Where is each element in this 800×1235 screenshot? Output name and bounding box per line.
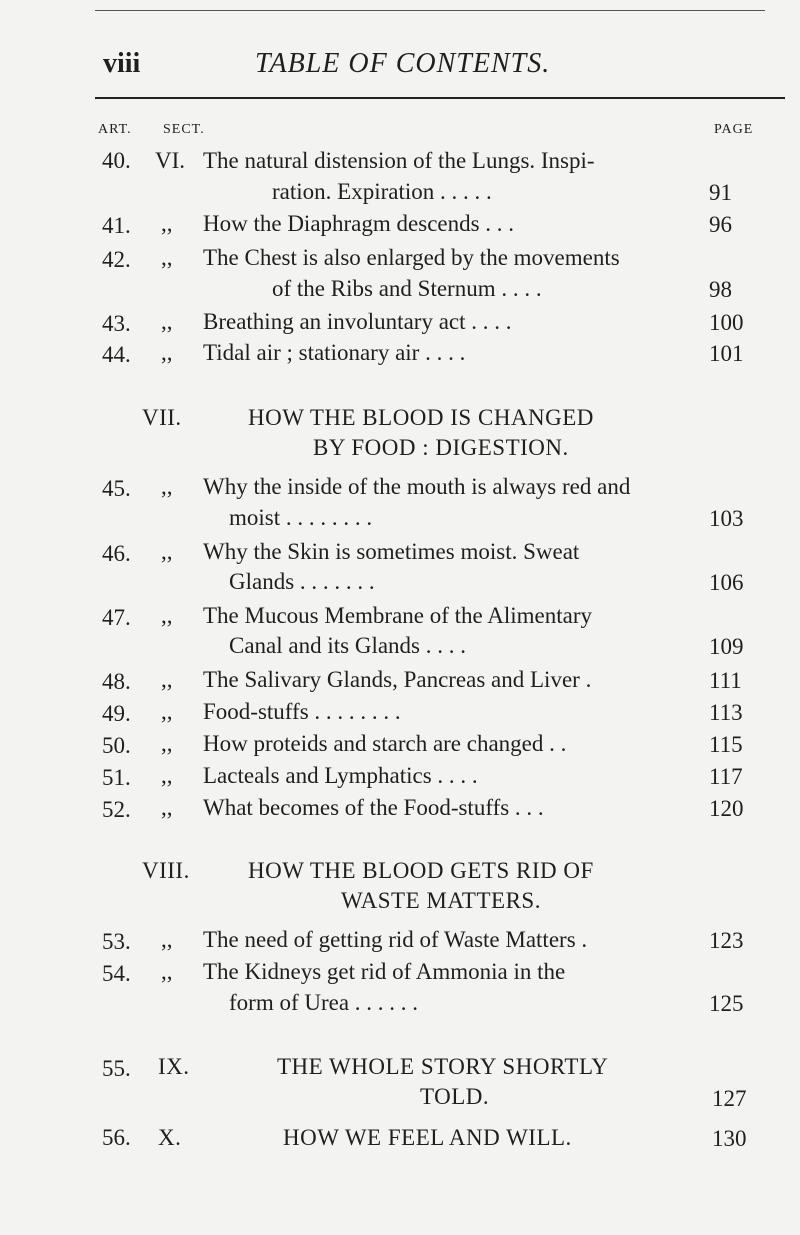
entry-page-number: 91 [709,180,732,205]
entry-ditto-mark: ,, [161,699,173,724]
entry-title-line: Lacteals and Lymphatics . . . . [203,763,478,788]
entry-page-number: 113 [709,700,743,725]
entry-page-number: 111 [709,668,742,693]
entry-ditto-mark: ,, [161,795,173,820]
entry-ditto-mark: ,, [161,667,173,692]
header-rule [95,97,785,99]
entry-ditto-mark: ,, [161,309,173,334]
entry-page-number: 106 [709,570,744,595]
entry-ditto-mark: ,, [161,763,173,788]
entry-page-number: 101 [709,341,744,366]
entry-page-number: 125 [709,991,744,1016]
page-number: viii [103,48,141,79]
entry-title-line: The need of getting rid of Waste Matters . [203,927,588,952]
entry-ditto-mark: ,, [161,474,173,499]
entry-page-number: 100 [709,310,744,335]
entry-title-line: form of Urea . . . . . . [229,990,419,1015]
entry-art-number: 41. [102,213,131,238]
entry-ditto-mark: ,, [161,603,173,628]
section-heading-line: BY FOOD : DIGESTION. [313,435,569,460]
entry-title-line: Breathing an involuntary act . . . . [203,309,512,334]
entry-page-number: 123 [709,928,744,953]
entry-ditto-mark: ,, [161,340,173,365]
entry-page-number: 98 [709,277,732,302]
entry-title-line: The Salivary Glands, Pancreas and Liver . [203,667,592,692]
entry-art-number: 56. [102,1125,131,1150]
section-number: VIII. [142,858,190,883]
entry-title-line: of the Ribs and Sternum . . . . [272,276,542,301]
entry-art-number: 42. [102,247,131,272]
entry-page-number: 120 [709,796,744,821]
top-rule [95,10,765,11]
section-number: IX. [158,1054,190,1079]
entry-title-line: The natural distension of the Lungs. Inspi- [203,148,595,173]
page-title: TABLE OF CONTENTS. [255,48,551,79]
entry-art-number: 52. [102,797,131,822]
section-heading-line: TOLD. [420,1084,490,1109]
entry-ditto-mark: ,, [161,927,173,952]
section-number: VII. [142,405,182,430]
section-number: X. [158,1125,182,1150]
entry-page-number: 109 [709,634,744,659]
column-head-sect: SECT. [163,122,205,137]
entry-title-line: What becomes of the Food-stuffs . . . [203,795,544,820]
entry-art-number: 55. [102,1056,131,1081]
entry-art-number: 49. [102,701,131,726]
entry-title-line: ration. Expiration . . . . . [272,179,492,204]
entry-ditto-mark: ,, [161,731,173,756]
entry-ditto-mark: ,, [161,211,173,236]
entry-title-line: Tidal air ; stationary air . . . . [203,340,466,365]
entry-art-number: 46. [102,541,131,566]
entry-ditto-mark: ,, [161,539,173,564]
entry-page-number: 96 [709,212,732,237]
column-head-page: PAGE [714,122,754,137]
section-heading-line: HOW WE FEEL AND WILL. [283,1125,572,1150]
entry-title-line: Why the inside of the mouth is always red and [203,474,631,499]
section-heading-line: HOW THE BLOOD GETS RID OF [248,858,594,883]
entry-page-number: 117 [709,764,743,789]
section-heading-line: WASTE MATTERS. [341,888,541,913]
entry-title-line: Glands . . . . . . . [229,569,375,594]
entry-art-number: 50. [102,733,131,758]
entry-title-line: How proteids and starch are changed . . [203,731,567,756]
entry-art-number: 54. [102,961,131,986]
entry-art-number: 43. [102,311,131,336]
entry-ditto-mark: ,, [161,245,173,270]
entry-art-number: 53. [102,929,131,954]
entry-page-number: 127 [712,1086,747,1111]
entry-page-number: 103 [709,506,744,531]
entry-art-number: 48. [102,669,131,694]
entry-title-line: The Chest is also enlarged by the movements [203,245,620,270]
entry-title-line: The Mucous Membrane of the Alimentary [203,603,592,628]
entry-title-line: moist . . . . . . . . [229,505,373,530]
entry-page-number: 115 [709,732,743,757]
entry-art-number: 40. [102,148,131,173]
entry-title-line: Why the Skin is sometimes moist. Sweat [203,539,580,564]
entry-art-number: 51. [102,765,131,790]
entry-title-line: The Kidneys get rid of Ammonia in the [203,959,566,984]
entry-title-line: Food-stuffs . . . . . . . . [203,699,401,724]
entry-ditto-mark: ,, [161,959,173,984]
entry-art-number: 47. [102,605,131,630]
entry-page-number: 130 [712,1126,747,1151]
column-head-art: ART. [98,122,132,137]
entry-art-number: 44. [102,342,131,367]
entry-section-number: VI. [155,148,186,173]
entry-art-number: 45. [102,476,131,501]
entry-title-line: How the Diaphragm descends . . . [203,211,515,236]
section-heading-line: HOW THE BLOOD IS CHANGED [248,405,594,430]
entry-title-line: Canal and its Glands . . . . [229,633,466,658]
section-heading-line: THE WHOLE STORY SHORTLY [277,1054,609,1079]
